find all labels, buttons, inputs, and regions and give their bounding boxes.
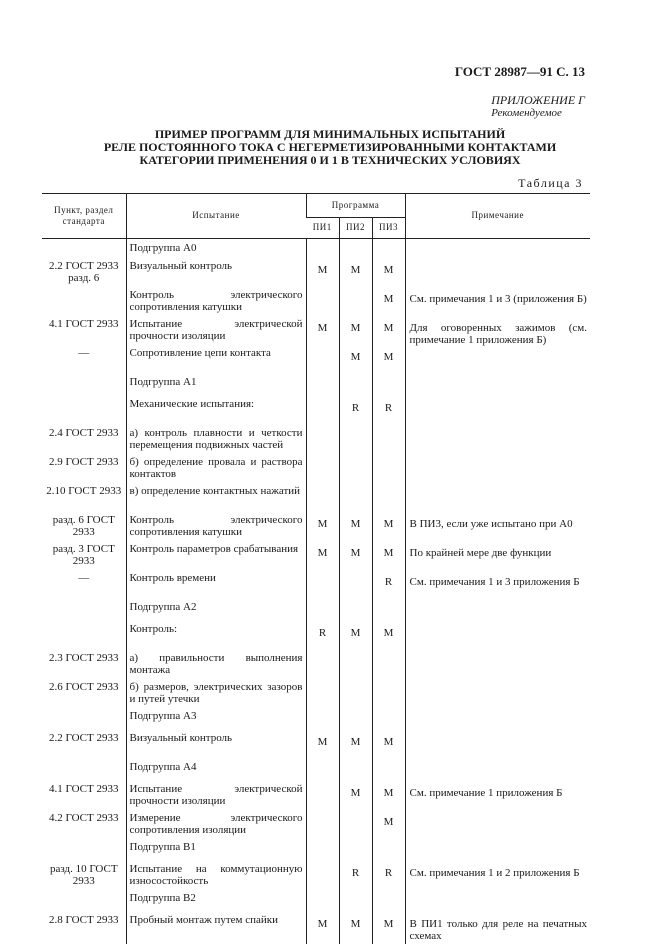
note-cell: См. примечания 1 и 2 приложения Б (405, 864, 590, 893)
table-row (42, 457, 590, 486)
note-cell (405, 842, 590, 864)
test-cell: Визуальный контроль (126, 261, 306, 290)
note-cell (405, 377, 590, 399)
program-2-cell: М (339, 319, 372, 348)
title-line-1: ПРИМЕР ПРОГРАММ ДЛЯ МИНИМАЛЬНЫХ ИСПЫТАНИЙ (155, 127, 505, 141)
test-cell: Пробный монтаж путем спайки (126, 915, 306, 944)
program-2-cell (339, 239, 372, 262)
note-cell (405, 733, 590, 762)
program-2-cell (339, 602, 372, 624)
program-2-cell: М (339, 733, 372, 762)
program-1-cell (306, 711, 339, 733)
subgroup-row (42, 239, 590, 262)
test-cell: Испытание электрической прочности изоляции (126, 784, 306, 813)
program-2-cell (339, 653, 372, 682)
table-row (42, 428, 590, 457)
program-1-header: ПИ1 (306, 218, 339, 239)
program-2-cell (339, 377, 372, 399)
clause-header: Пункт, раздел стандарта (42, 194, 126, 239)
test-cell: Механические испытания: (126, 399, 306, 428)
table-row (42, 682, 590, 711)
program-2-cell (339, 711, 372, 733)
program-header: Программа (306, 194, 405, 218)
program-1-cell (306, 486, 339, 515)
program-1-cell (306, 348, 339, 377)
program-3-cell (372, 377, 405, 399)
clause-cell: 2.2 ГОСТ 2933 (42, 733, 126, 762)
test-cell: б) размеров, электрических зазоров и путей утечки (126, 682, 306, 711)
program-2-cell (339, 457, 372, 486)
program-2-cell (339, 893, 372, 915)
test-cell: Контроль: (126, 624, 306, 653)
clause-cell (42, 290, 126, 319)
appendix-label: ПРИЛОЖЕНИЕ Г (491, 94, 585, 107)
program-3-cell (372, 682, 405, 711)
program-3-cell: М (372, 915, 405, 944)
clause-cell (42, 762, 126, 784)
table-row (42, 733, 590, 762)
title-line-3: КАТЕГОРИИ ПРИМЕНЕНИЯ 0 И 1 В ТЕХНИЧЕСКИХ УСЛОВИЯХ (140, 153, 521, 167)
clause-cell: 2.2 ГОСТ 2933 разд. 6 (42, 261, 126, 290)
program-1-cell: М (306, 319, 339, 348)
table-row (42, 319, 590, 348)
note-cell (405, 711, 590, 733)
note-cell (405, 653, 590, 682)
program-3-cell: М (372, 290, 405, 319)
test-cell: Визуальный контроль (126, 733, 306, 762)
note-cell (405, 348, 590, 377)
program-3-cell (372, 893, 405, 915)
test-cell: Контроль электрического сопротивления катушки (126, 290, 306, 319)
program-1-cell: М (306, 544, 339, 573)
test-cell: а) правильности выполнения монтажа (126, 653, 306, 682)
program-3-header: ПИ3 (372, 218, 405, 239)
program-3-cell: М (372, 515, 405, 544)
program-2-cell: R (339, 399, 372, 428)
table-row (42, 290, 590, 319)
clause-cell (42, 602, 126, 624)
program-1-cell (306, 602, 339, 624)
test-cell: Контроль электрического сопротивления катушки (126, 515, 306, 544)
subgroup-row (42, 762, 590, 784)
program-3-cell: R (372, 399, 405, 428)
note-cell (405, 893, 590, 915)
program-1-cell (306, 290, 339, 319)
clause-cell: 2.10 ГОСТ 2933 (42, 486, 126, 515)
program-1-cell (306, 784, 339, 813)
program-1-cell (306, 428, 339, 457)
program-2-cell (339, 486, 372, 515)
program-3-cell: М (372, 348, 405, 377)
program-1-cell (306, 842, 339, 864)
note-cell (405, 486, 590, 515)
program-1-cell (306, 653, 339, 682)
subgroup-row (42, 377, 590, 399)
test-cell: Подгруппа А3 (126, 711, 306, 733)
table-row (42, 813, 590, 842)
program-1-cell (306, 457, 339, 486)
program-3-cell (372, 457, 405, 486)
table-row (42, 486, 590, 515)
note-cell: В ПИ1 только для реле на печатных схемах (405, 915, 590, 944)
program-3-cell: М (372, 733, 405, 762)
program-3-cell: М (372, 813, 405, 842)
program-1-cell (306, 399, 339, 428)
table-row (42, 653, 590, 682)
program-2-cell: М (339, 261, 372, 290)
test-cell: Контроль параметров срабатывания (126, 544, 306, 573)
note-cell (405, 624, 590, 653)
title-line-2: РЕЛЕ ПОСТОЯННОГО ТОКА С НЕГЕРМЕТИЗИРОВАННЫМИ КОНТАКТАМИ (104, 140, 556, 154)
clause-cell (42, 239, 126, 262)
program-1-cell: М (306, 733, 339, 762)
table-row (42, 915, 590, 944)
clause-cell (42, 399, 126, 428)
table-row (42, 515, 590, 544)
program-2-cell: М (339, 915, 372, 944)
note-cell: См. примечания 1 и 3 (приложения Б) (405, 290, 590, 319)
program-1-cell (306, 864, 339, 893)
program-1-cell (306, 813, 339, 842)
table-row (42, 784, 590, 813)
test-cell: а) контроль плавности и четкости перемещения подвижных частей (126, 428, 306, 457)
clause-cell: разд. 10 ГОСТ 2933 (42, 864, 126, 893)
program-1-cell (306, 762, 339, 784)
subgroup-row (42, 842, 590, 864)
clause-cell (42, 377, 126, 399)
note-cell: См. примечание 1 приложения Б (405, 784, 590, 813)
clause-cell: 2.4 ГОСТ 2933 (42, 428, 126, 457)
test-cell: Подгруппа А1 (126, 377, 306, 399)
test-cell: б) определение провала и раствора контактов (126, 457, 306, 486)
program-2-cell: М (339, 515, 372, 544)
subgroup-row (42, 711, 590, 733)
test-cell: в) определение контактных нажатий (126, 486, 306, 515)
program-1-cell: М (306, 261, 339, 290)
clause-cell: 2.3 ГОСТ 2933 (42, 653, 126, 682)
program-1-cell (306, 239, 339, 262)
clause-cell: — (42, 573, 126, 602)
clause-cell: 4.1 ГОСТ 2933 (42, 319, 126, 348)
note-cell (405, 261, 590, 290)
clause-cell (42, 711, 126, 733)
document-title (90, 128, 570, 167)
clause-cell: 4.1 ГОСТ 2933 (42, 784, 126, 813)
clause-cell: — (42, 348, 126, 377)
program-3-cell: М (372, 784, 405, 813)
clause-cell (42, 893, 126, 915)
test-cell: Контроль времени (126, 573, 306, 602)
program-3-cell (372, 486, 405, 515)
table-label: Таблица 3 (518, 176, 583, 191)
clause-cell: разд. 6 ГОСТ 2933 (42, 515, 126, 544)
test-cell: Подгруппа А2 (126, 602, 306, 624)
program-3-cell (372, 711, 405, 733)
program-2-cell (339, 290, 372, 319)
test-cell: Подгруппа В2 (126, 893, 306, 915)
program-2-cell (339, 573, 372, 602)
program-3-cell: R (372, 864, 405, 893)
note-cell: Для оговоренных зажимов (см. примечание 1 приложения Б) (405, 319, 590, 348)
note-cell: В ПИ3, если уже испытано при А0 (405, 515, 590, 544)
test-cell: Испытание электрической прочности изоляции (126, 319, 306, 348)
program-3-cell: М (372, 261, 405, 290)
test-cell: Подгруппа А4 (126, 762, 306, 784)
subgroup-row (42, 602, 590, 624)
test-cell: Подгруппа В1 (126, 842, 306, 864)
page-header: ГОСТ 28987—91 С. 13 (455, 64, 585, 80)
note-cell: По крайней мере две функции (405, 544, 590, 573)
program-3-cell (372, 602, 405, 624)
test-header: Испытание (126, 194, 306, 239)
program-2-cell: М (339, 544, 372, 573)
program-2-cell (339, 842, 372, 864)
table-row (42, 864, 590, 893)
program-1-cell (306, 573, 339, 602)
clause-cell: 2.9 ГОСТ 2933 (42, 457, 126, 486)
clause-cell: 2.6 ГОСТ 2933 (42, 682, 126, 711)
program-2-cell: М (339, 784, 372, 813)
program-2-cell (339, 428, 372, 457)
test-program-table (42, 193, 590, 944)
table-row (42, 573, 590, 602)
note-cell (405, 762, 590, 784)
clause-cell: 2.8 ГОСТ 2933 (42, 915, 126, 944)
test-cell: Испытание на коммутационную износостойкость (126, 864, 306, 893)
note-cell (405, 682, 590, 711)
note-header: Примечание (405, 194, 590, 239)
table-row (42, 261, 590, 290)
program-1-cell (306, 377, 339, 399)
program-2-cell (339, 682, 372, 711)
program-3-cell (372, 762, 405, 784)
note-cell: См. примечания 1 и 3 приложения Б (405, 573, 590, 602)
clause-cell: разд. 3 ГОСТ 2933 (42, 544, 126, 573)
test-cell: Измерение электрического сопротивления изоляции (126, 813, 306, 842)
program-2-cell (339, 762, 372, 784)
table-row (42, 544, 590, 573)
test-cell: Сопротивление цепи контакта (126, 348, 306, 377)
program-1-cell: R (306, 624, 339, 653)
program-2-cell: R (339, 864, 372, 893)
program-1-cell: М (306, 515, 339, 544)
program-3-cell (372, 428, 405, 457)
subgroup-row (42, 893, 590, 915)
program-3-cell: М (372, 319, 405, 348)
program-1-cell (306, 682, 339, 711)
appendix-block (491, 94, 585, 120)
program-2-cell: М (339, 348, 372, 377)
program-2-cell (339, 813, 372, 842)
note-cell (405, 602, 590, 624)
program-2-header: ПИ2 (339, 218, 372, 239)
program-3-cell: М (372, 544, 405, 573)
program-3-cell (372, 239, 405, 262)
program-3-cell: R (372, 573, 405, 602)
program-1-cell: М (306, 915, 339, 944)
program-3-cell (372, 842, 405, 864)
table-row (42, 348, 590, 377)
note-cell (405, 399, 590, 428)
note-cell (405, 457, 590, 486)
clause-cell (42, 842, 126, 864)
clause-cell: 4.2 ГОСТ 2933 (42, 813, 126, 842)
program-3-cell (372, 653, 405, 682)
table-row (42, 399, 590, 428)
clause-cell (42, 624, 126, 653)
program-2-cell: М (339, 624, 372, 653)
note-cell (405, 813, 590, 842)
test-cell: Подгруппа А0 (126, 239, 306, 262)
appendix-status: Рекомендуемое (491, 107, 585, 120)
note-cell (405, 428, 590, 457)
table-body (42, 239, 590, 944)
program-3-cell: М (372, 624, 405, 653)
note-cell (405, 239, 590, 262)
program-1-cell (306, 893, 339, 915)
table-row (42, 624, 590, 653)
